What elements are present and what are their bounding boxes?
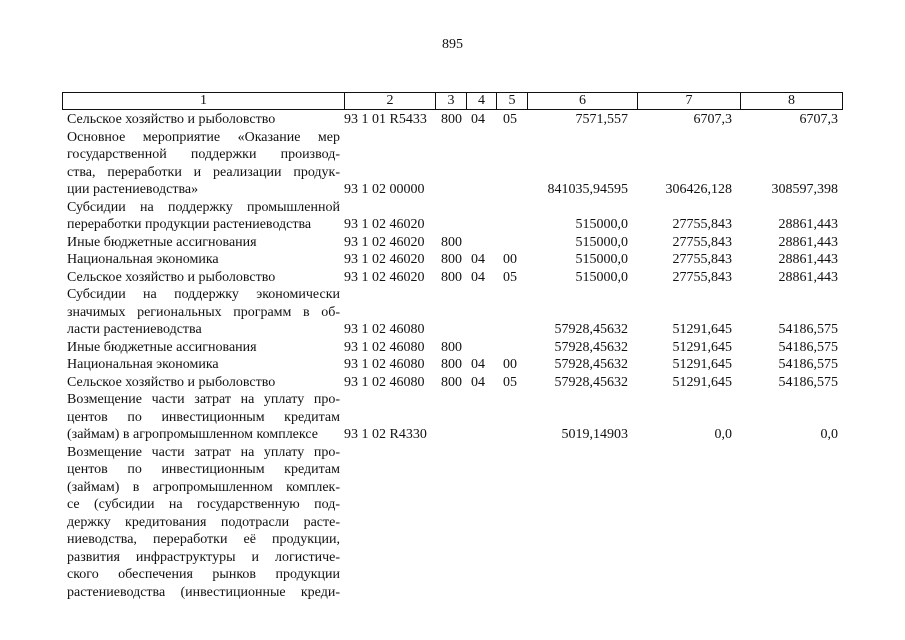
amount-col-6: 515000,0: [575, 217, 628, 232]
target-article-code: 93 1 02 46020: [344, 234, 425, 250]
header-col-5: 5: [496, 93, 527, 109]
row-description-line: Сельское хозяйство и рыболовство: [67, 112, 276, 127]
amount-col-8: 54186,575: [778, 322, 838, 337]
header-col-1: 1: [200, 93, 207, 108]
amount-col-6: 515000,0: [575, 234, 628, 250]
row-description-line: растениеводства (инвестиционные креди-: [67, 584, 340, 600]
row-description: [67, 374, 340, 392]
amount-col-6: 57928,45632: [554, 322, 628, 337]
row-description: [67, 234, 340, 252]
page-number: 895: [442, 37, 463, 52]
subsection-code: 05: [503, 374, 517, 390]
amount-col-8: 28861,443: [778, 217, 838, 232]
amount-col-7: 27755,843: [672, 217, 732, 232]
target-article-code: 93 1 01 R5433: [344, 112, 427, 127]
row-description-line: развития инфраструктуры и логистиче-: [67, 549, 340, 565]
table-row: [0, 111, 905, 129]
table-row: [0, 391, 905, 444]
table-row: [0, 356, 905, 374]
amount-col-6: 515000,0: [575, 269, 628, 285]
header-col-2: 2: [344, 93, 435, 109]
header-col-7: 7: [637, 93, 740, 109]
row-description: [67, 444, 340, 602]
row-description-line: значимых региональных программ в об-: [67, 304, 340, 320]
amount-col-8: 54186,575: [778, 374, 838, 390]
row-description: [67, 339, 340, 357]
expense-type-code: 800: [441, 269, 462, 285]
expense-type-code: 800: [441, 374, 462, 390]
row-description: [67, 269, 340, 287]
row-description-line: центов по инвестиционным кредитам: [67, 409, 340, 425]
header-col-8: 8: [740, 93, 842, 109]
amount-col-6: 841035,94595: [547, 182, 628, 197]
row-description-line: ского обеспечения рынков продукции: [67, 567, 340, 582]
row-description-line: Возмещение части затрат на уплату про-: [67, 444, 340, 460]
table-row: [0, 339, 905, 357]
row-description-line: ства, переработки и реализации продук-: [67, 164, 340, 180]
expense-type-code: 800: [441, 252, 462, 267]
subsection-code: 05: [503, 112, 517, 127]
header-col-3: 3: [435, 93, 466, 109]
row-description-line: держку кредитования подотрасли расте-: [67, 514, 340, 530]
amount-col-7: 51291,645: [672, 322, 732, 337]
amount-col-8: 6707,3: [799, 112, 838, 127]
table-row: [0, 251, 905, 269]
row-description-line: ниеводства, переработки её продукции,: [67, 532, 340, 547]
row-description-line: Субсидии на поддержку промышленной: [67, 199, 340, 215]
amount-col-8: 28861,443: [778, 252, 838, 267]
row-description-line: се (субсидии на государственную под-: [67, 497, 340, 512]
row-description-line: Сельское хозяйство и рыболовство: [67, 374, 276, 390]
table-row: [0, 129, 905, 199]
row-description-line: центов по инвестиционным кредитам: [67, 462, 340, 477]
amount-col-7: 27755,843: [672, 252, 732, 267]
amount-col-8: 54186,575: [778, 357, 838, 372]
amount-col-7: 51291,645: [672, 339, 732, 355]
row-description-line: Иные бюджетные ассигнования: [67, 234, 257, 250]
target-article-code: 93 1 02 46080: [344, 357, 425, 372]
row-description: [67, 129, 340, 199]
amount-col-6: 5019,14903: [561, 427, 628, 442]
amount-col-7: 0,0: [714, 427, 732, 442]
row-description-line: Иные бюджетные ассигнования: [67, 339, 257, 355]
table-row: [0, 269, 905, 287]
amount-col-7: 27755,843: [672, 269, 732, 285]
row-description: [67, 251, 340, 269]
table-row: [0, 234, 905, 252]
section-code: 04: [471, 252, 485, 267]
section-code: 04: [471, 112, 485, 127]
amount-col-7: 306426,128: [665, 182, 732, 197]
expense-type-code: 800: [441, 357, 462, 372]
row-description-line: Национальная экономика: [67, 252, 219, 267]
row-description-line: (займам) в агропромышленном комплексе: [67, 427, 318, 442]
amount-col-6: 7571,557: [575, 112, 628, 127]
table-row: [0, 374, 905, 392]
target-article-code: 93 1 02 46020: [344, 269, 425, 285]
row-description-line: ции растениеводства»: [67, 182, 199, 197]
amount-col-6: 57928,45632: [554, 357, 628, 372]
row-description-line: государственной поддержки производ-: [67, 147, 340, 162]
target-article-code: 93 1 02 46080: [344, 339, 425, 355]
amount-col-7: 51291,645: [672, 374, 732, 390]
expense-type-code: 800: [441, 234, 462, 250]
table-row: [0, 286, 905, 339]
row-description-line: Возмещение части затрат на уплату про-: [67, 392, 340, 407]
amount-col-8: 28861,443: [778, 269, 838, 285]
row-description-line: Субсидии на поддержку экономически: [67, 287, 340, 302]
target-article-code: 93 1 02 46020: [344, 217, 425, 232]
target-article-code: 93 1 02 00000: [344, 182, 425, 197]
section-code: 04: [471, 374, 485, 390]
row-description-line: Сельское хозяйство и рыболовство: [67, 269, 276, 285]
target-article-code: 93 1 02 46080: [344, 374, 425, 390]
row-description-line: Национальная экономика: [67, 357, 219, 372]
amount-col-6: 57928,45632: [554, 339, 628, 355]
amount-col-6: 57928,45632: [554, 374, 628, 390]
target-article-code: 93 1 02 46080: [344, 322, 425, 337]
amount-col-7: 27755,843: [672, 234, 732, 250]
row-description-line: Основное мероприятие «Оказание мер: [67, 129, 340, 145]
section-code: 04: [471, 357, 485, 372]
expense-type-code: 800: [441, 339, 462, 355]
header-col-4: 4: [466, 93, 496, 109]
target-article-code: 93 1 02 R4330: [344, 427, 427, 442]
row-description: [67, 391, 340, 444]
amount-col-8: 0,0: [820, 427, 838, 442]
row-description: [67, 199, 340, 234]
expense-type-code: 800: [441, 112, 462, 127]
amount-col-7: 6707,3: [693, 112, 732, 127]
subsection-code: 05: [503, 269, 517, 285]
row-description-line: (займам) в агропромышленном комплек-: [67, 479, 340, 495]
section-code: 04: [471, 269, 485, 285]
header-col-6: 6: [527, 93, 637, 109]
subsection-code: 00: [503, 357, 517, 372]
table-row: [0, 444, 905, 602]
row-description: [67, 286, 340, 339]
subsection-code: 00: [503, 252, 517, 267]
row-description: [67, 356, 340, 374]
row-description: [67, 111, 340, 129]
amount-col-8: 308597,398: [771, 182, 838, 197]
target-article-code: 93 1 02 46020: [344, 252, 425, 267]
row-description-line: переработки продукции растениеводства: [67, 217, 312, 232]
amount-col-6: 515000,0: [575, 252, 628, 267]
row-description-line: ласти растениеводства: [67, 322, 202, 337]
amount-col-8: 54186,575: [778, 339, 838, 355]
table-row: [0, 199, 905, 234]
amount-col-8: 28861,443: [778, 234, 838, 250]
table-header: [62, 92, 843, 110]
amount-col-7: 51291,645: [672, 357, 732, 372]
